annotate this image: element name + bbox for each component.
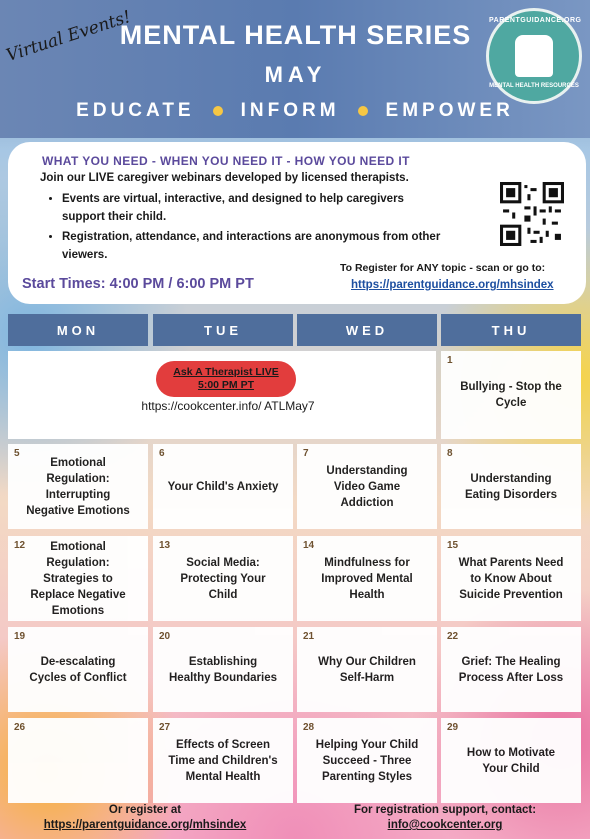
day-number: 27 <box>159 722 171 733</box>
footer-support <box>320 803 570 833</box>
day-number: 28 <box>303 722 315 733</box>
day-number: 26 <box>14 722 26 733</box>
topic-title: Helping Your Child Succeed - Three Parenting Styles <box>315 738 419 783</box>
day-number: 7 <box>303 448 309 459</box>
bullet-item: • Registration, attendance, and interactions are anonymous from other viewers. <box>62 228 448 264</box>
topic-title: How to Motivate Your Child <box>466 746 556 775</box>
day-number: 22 <box>447 631 459 642</box>
need-heading: WHAT YOU NEED - WHEN YOU NEED IT - HOW YOU NEED IT <box>42 154 410 168</box>
calendar-cell[interactable] <box>297 718 437 803</box>
month-label: MAY <box>264 62 327 87</box>
day-number: 19 <box>14 631 26 642</box>
calendar-cell[interactable] <box>441 718 581 803</box>
ask-therapist-cell <box>8 351 436 439</box>
footer-support-label: For registration support, contact: <box>353 804 537 816</box>
calendar-cell[interactable] <box>153 444 293 529</box>
day-number: 12 <box>14 540 26 551</box>
join-text: Join our LIVE caregiver webinars developed by licensed therapists. <box>40 172 409 184</box>
header-banner <box>0 0 590 138</box>
day-number: 6 <box>159 448 165 459</box>
topic-title <box>12 718 144 803</box>
day-header-mon: MON <box>8 314 148 346</box>
calendar-cell[interactable] <box>441 627 581 712</box>
topic-title: Why Our Children Self-Harm <box>318 655 416 684</box>
bullet-item: • Events are virtual, interactive, and designed to help caregivers support their child. <box>62 190 448 226</box>
ask-therapist-label: Ask A Therapist LIVE <box>173 366 279 378</box>
tagline-educate: EDUCATE <box>76 100 195 121</box>
virtual-events-label: Virtual Events! <box>3 6 134 67</box>
tagline <box>0 100 590 122</box>
logo-text-bottom: MENTAL HEALTH RESOURCES <box>489 83 579 89</box>
day-header-wed: WED <box>297 314 437 346</box>
ask-therapist-button[interactable] <box>156 361 296 397</box>
ask-therapist-time: 5:00 PM PT <box>197 379 255 391</box>
topic-title: Mindfulness for Improved Mental Health <box>321 556 413 601</box>
calendar-cell[interactable] <box>297 536 437 621</box>
register-link[interactable]: https://parentguidance.org/mhsindex <box>351 279 554 291</box>
calendar-cell[interactable] <box>8 627 148 712</box>
tagline-inform: INFORM <box>240 100 340 121</box>
parentguidance-logo[interactable] <box>486 8 582 104</box>
day-number: 8 <box>447 448 453 459</box>
day-number: 20 <box>159 631 171 642</box>
day-number: 1 <box>447 355 453 366</box>
calendar-cell[interactable] <box>8 444 148 529</box>
day-number: 21 <box>303 631 315 642</box>
dot-icon <box>213 106 223 116</box>
topic-title: Your Child's Anxiety <box>167 480 279 493</box>
calendar-cell[interactable] <box>441 444 581 529</box>
footer-register-label: Or register at <box>108 804 182 816</box>
tagline-empower: EMPOWER <box>385 100 514 121</box>
family-icon <box>515 35 553 77</box>
start-times: Start Times: 4:00 PM / 6:00 PM PT <box>22 276 254 292</box>
logo-text-top: PARENTGUIDANCE.ORG <box>489 17 582 24</box>
day-number: 14 <box>303 540 315 551</box>
topic-title: Emotional Regulation: Interrupting Negative Emotions <box>26 456 130 517</box>
day-number: 15 <box>447 540 459 551</box>
day-number: 29 <box>447 722 459 733</box>
qr-code-icon[interactable] <box>500 182 564 246</box>
day-number: 13 <box>159 540 171 551</box>
topic-title: Establishing Healthy Boundaries <box>169 655 277 684</box>
ask-therapist-url[interactable]: https://cookcenter.info/ ATLMay7 <box>141 399 315 413</box>
calendar-cell[interactable] <box>441 536 581 621</box>
topic-title: De-escalating Cycles of Conflict <box>29 655 127 684</box>
calendar-cell[interactable] <box>153 718 293 803</box>
topic-title: Effects of Screen Time and Children's Mental Health <box>168 738 278 783</box>
dot-icon <box>358 106 368 116</box>
calendar-cell[interactable] <box>297 444 437 529</box>
calendar-cell[interactable] <box>153 627 293 712</box>
calendar-cell[interactable] <box>8 718 148 803</box>
topic-title: What Parents Need to Know About Suicide Prevention <box>458 556 564 601</box>
series-title: MENTAL HEALTH SERIES <box>119 20 472 50</box>
day-header-thu: THU <box>441 314 581 346</box>
footer-support-email[interactable]: info@cookcenter.org <box>387 819 503 831</box>
day-number: 5 <box>14 448 20 459</box>
footer-register-link[interactable]: https://parentguidance.org/mhsindex <box>43 819 247 831</box>
topic-title: Emotional Regulation: Strategies to Replace Negative Emotions <box>30 540 126 617</box>
topic-title: Understanding Eating Disorders <box>464 472 558 501</box>
info-panel <box>8 142 586 304</box>
footer-register <box>20 803 270 833</box>
topic-title: Bullying - Stop the Cycle <box>460 381 562 409</box>
topic-title: Understanding Video Game Addiction <box>326 464 408 509</box>
register-label: To Register for ANY topic - scan or go to: <box>340 262 546 274</box>
topic-title: Social Media: Protecting Your Child <box>180 556 266 601</box>
day-header-tue: TUE <box>153 314 293 346</box>
topic-title: Grief: The Healing Process After Loss <box>458 655 564 684</box>
calendar-cell[interactable] <box>153 536 293 621</box>
calendar-cell[interactable] <box>8 536 148 621</box>
calendar-cell[interactable] <box>297 627 437 712</box>
calendar-cell[interactable] <box>441 351 581 439</box>
bullet-list <box>48 190 448 266</box>
